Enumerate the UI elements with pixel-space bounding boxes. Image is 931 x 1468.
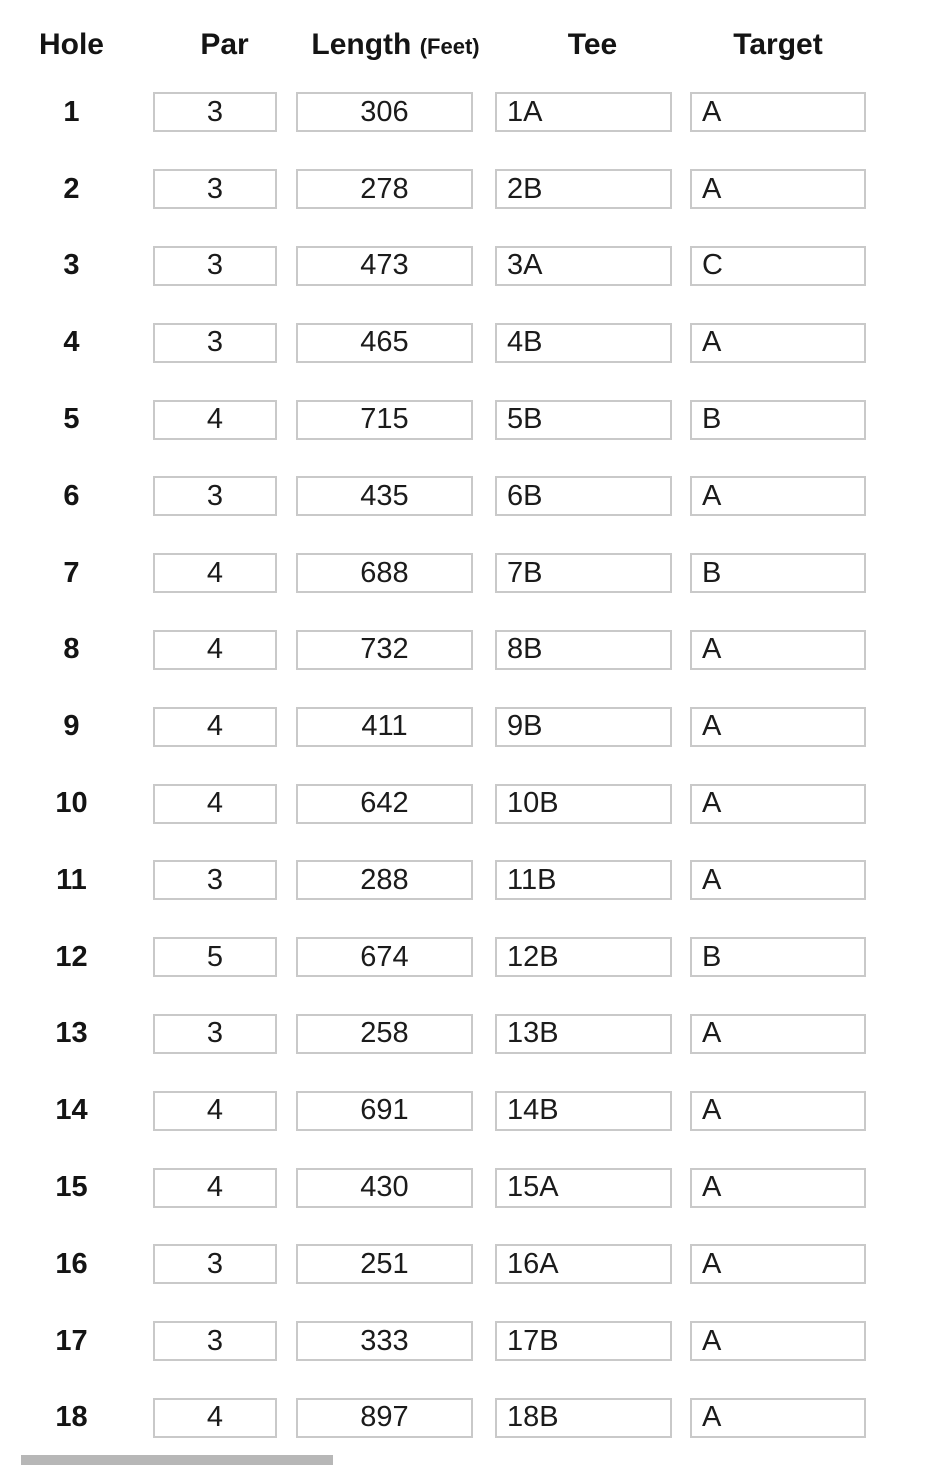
table-header-row bbox=[0, 0, 931, 74]
table-row bbox=[0, 996, 931, 1073]
length-input[interactable] bbox=[296, 169, 473, 209]
hole-number: 2 bbox=[63, 172, 80, 205]
tee-input[interactable] bbox=[495, 1091, 672, 1131]
tee-input[interactable] bbox=[495, 553, 672, 593]
tee-input[interactable] bbox=[495, 1398, 672, 1438]
hole-number: 4 bbox=[63, 326, 80, 359]
target-input[interactable] bbox=[690, 1091, 866, 1131]
table-row bbox=[0, 74, 931, 151]
hole-number: 10 bbox=[55, 787, 88, 820]
tee-input[interactable] bbox=[495, 860, 672, 900]
target-input[interactable] bbox=[690, 169, 866, 209]
length-input[interactable] bbox=[296, 784, 473, 824]
hole-column-header bbox=[0, 30, 143, 60]
par-input[interactable] bbox=[153, 630, 277, 670]
target-input[interactable] bbox=[690, 553, 866, 593]
tee-input[interactable] bbox=[495, 937, 672, 977]
tee-input[interactable] bbox=[495, 1014, 672, 1054]
par-input[interactable] bbox=[153, 1321, 277, 1361]
par-input[interactable] bbox=[153, 707, 277, 747]
tee-input[interactable] bbox=[495, 1321, 672, 1361]
tee-input[interactable] bbox=[495, 169, 672, 209]
hole-number: 15 bbox=[55, 1171, 88, 1204]
tee-input[interactable] bbox=[495, 1244, 672, 1284]
hole-number: 14 bbox=[55, 1094, 88, 1127]
par-input[interactable] bbox=[153, 400, 277, 440]
par-input[interactable] bbox=[153, 1168, 277, 1208]
par-header-label: Par bbox=[200, 28, 249, 61]
hole-header-label: Hole bbox=[38, 28, 104, 61]
hole-number: 8 bbox=[63, 633, 80, 666]
hole-number: 1 bbox=[63, 95, 80, 128]
table-row bbox=[0, 381, 931, 458]
length-input[interactable] bbox=[296, 476, 473, 516]
target-input[interactable] bbox=[690, 860, 866, 900]
table-row bbox=[0, 1303, 931, 1380]
par-input[interactable] bbox=[153, 1091, 277, 1131]
length-input[interactable] bbox=[296, 92, 473, 132]
target-input[interactable] bbox=[690, 1168, 866, 1208]
tee-input[interactable] bbox=[495, 400, 672, 440]
hole-number: 6 bbox=[63, 479, 80, 512]
par-input[interactable] bbox=[153, 860, 277, 900]
par-input[interactable] bbox=[153, 169, 277, 209]
par-input[interactable] bbox=[153, 323, 277, 363]
length-input[interactable] bbox=[296, 630, 473, 670]
tee-input[interactable] bbox=[495, 1168, 672, 1208]
target-input[interactable] bbox=[690, 323, 866, 363]
target-header-label: Target bbox=[733, 28, 823, 61]
table-row bbox=[0, 765, 931, 842]
par-input[interactable] bbox=[153, 476, 277, 516]
par-input[interactable] bbox=[153, 1398, 277, 1438]
tee-input[interactable] bbox=[495, 784, 672, 824]
tee-header-label: Tee bbox=[567, 28, 618, 61]
par-input[interactable] bbox=[153, 553, 277, 593]
length-header-label bbox=[307, 30, 484, 60]
table-row bbox=[0, 1380, 931, 1457]
tee-input[interactable] bbox=[495, 476, 672, 516]
par-input[interactable] bbox=[153, 937, 277, 977]
hole-number: 9 bbox=[63, 710, 80, 743]
target-input[interactable] bbox=[690, 1244, 866, 1284]
length-input[interactable] bbox=[296, 1014, 473, 1054]
table-row bbox=[0, 612, 931, 689]
tee-input[interactable] bbox=[495, 630, 672, 670]
horizontal-scrollbar-thumb[interactable] bbox=[21, 1455, 333, 1465]
length-input[interactable] bbox=[296, 1321, 473, 1361]
target-input[interactable] bbox=[690, 1398, 866, 1438]
length-input[interactable] bbox=[296, 1168, 473, 1208]
length-input[interactable] bbox=[296, 1091, 473, 1131]
table-row bbox=[0, 1149, 931, 1226]
hole-number: 11 bbox=[56, 863, 87, 896]
par-input[interactable] bbox=[153, 1244, 277, 1284]
target-column-header bbox=[690, 30, 866, 60]
target-input[interactable] bbox=[690, 707, 866, 747]
tee-input[interactable] bbox=[495, 323, 672, 363]
par-input[interactable] bbox=[153, 92, 277, 132]
par-input[interactable] bbox=[153, 246, 277, 286]
length-column-header bbox=[296, 30, 495, 60]
table-row bbox=[0, 151, 931, 228]
table-row bbox=[0, 919, 931, 996]
length-input[interactable] bbox=[296, 707, 473, 747]
hole-number: 12 bbox=[55, 940, 88, 973]
length-input[interactable] bbox=[296, 246, 473, 286]
target-input[interactable] bbox=[690, 476, 866, 516]
table-row bbox=[0, 458, 931, 535]
hole-number: 5 bbox=[63, 403, 80, 436]
target-input[interactable] bbox=[690, 1321, 866, 1361]
par-input[interactable] bbox=[153, 1014, 277, 1054]
target-input[interactable] bbox=[690, 630, 866, 670]
length-input[interactable] bbox=[296, 553, 473, 593]
table-row bbox=[0, 1226, 931, 1303]
length-input[interactable] bbox=[296, 860, 473, 900]
par-input[interactable] bbox=[153, 784, 277, 824]
hole-number: 17 bbox=[55, 1324, 88, 1357]
length-header-text: Length bbox=[311, 28, 412, 61]
length-unit-label: (Feet) bbox=[419, 34, 480, 59]
target-input[interactable] bbox=[690, 1014, 866, 1054]
hole-number: 13 bbox=[55, 1017, 88, 1050]
table-row bbox=[0, 1072, 931, 1149]
target-input[interactable] bbox=[690, 784, 866, 824]
hole-number: 18 bbox=[55, 1401, 88, 1434]
hole-number: 3 bbox=[63, 249, 80, 282]
table-row bbox=[0, 535, 931, 612]
target-input[interactable] bbox=[690, 92, 866, 132]
table-row bbox=[0, 228, 931, 305]
hole-number: 7 bbox=[63, 556, 80, 589]
table-row bbox=[0, 304, 931, 381]
target-input[interactable] bbox=[690, 246, 866, 286]
tee-column-header bbox=[495, 30, 690, 60]
target-input[interactable] bbox=[690, 937, 866, 977]
tee-input[interactable] bbox=[495, 246, 672, 286]
length-input[interactable] bbox=[296, 937, 473, 977]
length-input[interactable] bbox=[296, 1244, 473, 1284]
hole-number: 16 bbox=[55, 1247, 88, 1280]
tee-input[interactable] bbox=[495, 707, 672, 747]
length-input[interactable] bbox=[296, 400, 473, 440]
length-input[interactable] bbox=[296, 1398, 473, 1438]
par-column-header bbox=[143, 30, 296, 60]
table-row bbox=[0, 842, 931, 919]
tee-input[interactable] bbox=[495, 92, 672, 132]
target-input[interactable] bbox=[690, 400, 866, 440]
length-input[interactable] bbox=[296, 323, 473, 363]
table-body bbox=[0, 74, 931, 1456]
table-row bbox=[0, 688, 931, 765]
